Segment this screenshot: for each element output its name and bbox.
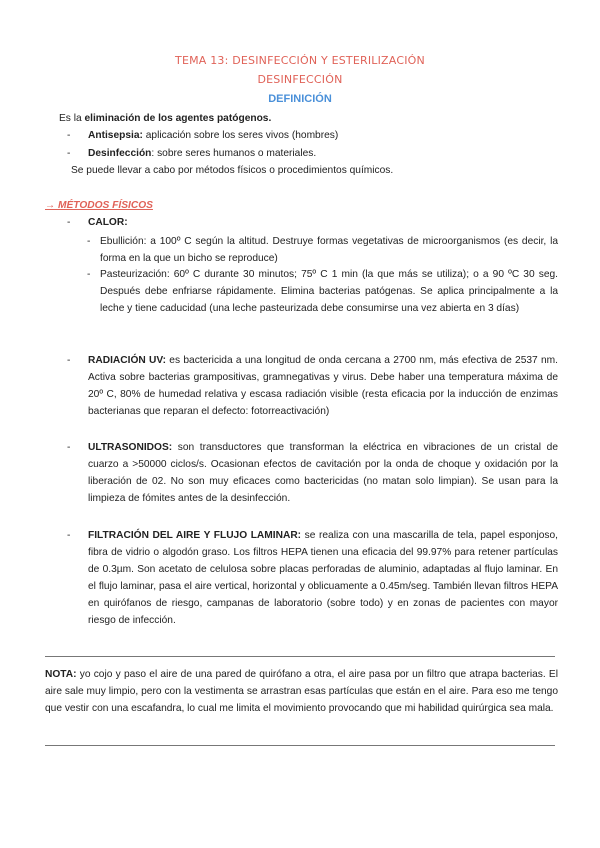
- filtracion-paragraph: [88, 527, 558, 629]
- definition-intro-prefix: Es la: [59, 113, 85, 124]
- dash-marker: -: [67, 355, 71, 366]
- ultrasonidos-text: son transductores que transforman la eléctrica en vibraciones de un cristal de cuarzo a >50000 ciclos/s. Ocasionan efectos de cavitación por la onda de choque y oxidación por la liberación de 02. No son muy eficaces como bactericidas (no matan solo limpian). Se usan para la limpieza de fómites antes de la desinfección.: [88, 442, 558, 504]
- nota-text: yo cojo y paso el aire de una pared de quirófano a otra, el aire pasa por un filtro que atrapa bacterias. El aire sale muy limpio, pero con la vestimenta se arrastran esas partículas que están en el aire. Para eso me tengo que vestir con una escafandra, lo cual me limita el movimiento provocando que mi habilidad quirúrgica sea mala.: [45, 669, 558, 714]
- radiacion-uv-label: RADIACIÓN UV:: [88, 355, 167, 366]
- section-heading: DEFINICIÓN: [268, 93, 332, 105]
- dash-marker: -: [67, 217, 71, 228]
- dash-marker: -: [67, 442, 71, 453]
- calor-ebullicion: Ebullición: a 100º C según la altitud. Destruye formas vegetativas de microorganismos (es decir, la forma en la que un bicho se reproduce): [100, 236, 558, 264]
- calor-heading: CALOR:: [88, 217, 128, 228]
- dash-marker: -: [67, 148, 71, 159]
- definition-item-desinfeccion: [88, 145, 316, 162]
- metodos-fisicos-heading: → MÉTODOS FÍSICOS: [45, 200, 153, 211]
- definition-item-antisepsia: [88, 127, 338, 144]
- dash-marker: -: [67, 130, 71, 141]
- definition-intro-bold: eliminación de los agentes patógenos.: [84, 113, 272, 124]
- definition-intro: [59, 110, 271, 127]
- bullet-marker: -: [87, 236, 91, 247]
- term-desinfeccion: Desinfección: [88, 148, 152, 159]
- divider-top: [45, 656, 555, 657]
- term-antisepsia: Antisepsia:: [88, 130, 143, 141]
- dash-marker: -: [67, 530, 71, 541]
- ultrasonidos-label: ULTRASONIDOS:: [88, 442, 173, 453]
- nota-label: NOTA:: [45, 669, 77, 680]
- page-title: TEMA 13: DESINFECCIÓN Y ESTERILIZACIÓN: [175, 54, 425, 67]
- bullet-marker: -: [87, 269, 91, 280]
- definition-text: aplicación sobre los seres vivos (hombres): [142, 130, 339, 141]
- filtracion-label: FILTRACIÓN DEL AIRE Y FLUJO LAMINAR:: [88, 530, 302, 541]
- radiacion-uv-paragraph: [88, 352, 558, 420]
- definition-closing: Se puede llevar a cabo por métodos físicos o procedimientos químicos.: [71, 165, 394, 176]
- definition-text: : sobre seres humanos o materiales.: [151, 148, 317, 159]
- filtracion-text: se realiza con una mascarilla de tela, papel esponjoso, fibra de vidrio o algodón graso. Los filtros HEPA tienen una eficacia del 99.97% para retener partículas de 0.3µm. Son acetato de celulosa sobre placas perforadas de aluminio, adaptadas al flujo laminar. En el flujo laminar, pasa el aire vertical, horizontal y oblicuamente a 0.45m/seg. También llevan filtros HEPA en quirófanos de riesgo, campanas de laboratorio (sobre todo) y en zonas de pacientes con mayor riesgo de infección.: [88, 530, 558, 626]
- ultrasonidos-paragraph: [88, 439, 558, 507]
- divider-bottom: [45, 745, 555, 746]
- calor-pasteurizacion: Pasteurización: 60º C durante 30 minutos; 75º C 1 min (la que más se utiliza); o a 90 ºC 30 seg. Después debe enfriarse rápidamente. Elimina bacterias patógenas. Se aplica principalmente a la leche y tiene caducidad (una leche pasteurizada debe consumirse una vez abierta en 3 días): [100, 269, 558, 314]
- page-subtitle: DESINFECCIÓN: [257, 73, 343, 86]
- nota-paragraph: [45, 666, 558, 717]
- radiacion-uv-text: es bactericida a una longitud de onda cercana a 2700 nm, más efectiva de 2537 nm. Activa sobre bacterias grampositivas, gramnegativas y virus. Debe haber una temperatura máxima de 20º C, 80% de humedad relativa y escasa radiación visible (resta eficacia por la inducción de enzimas bacterianas que reparan el defecto: fotorreactivación): [88, 355, 559, 417]
